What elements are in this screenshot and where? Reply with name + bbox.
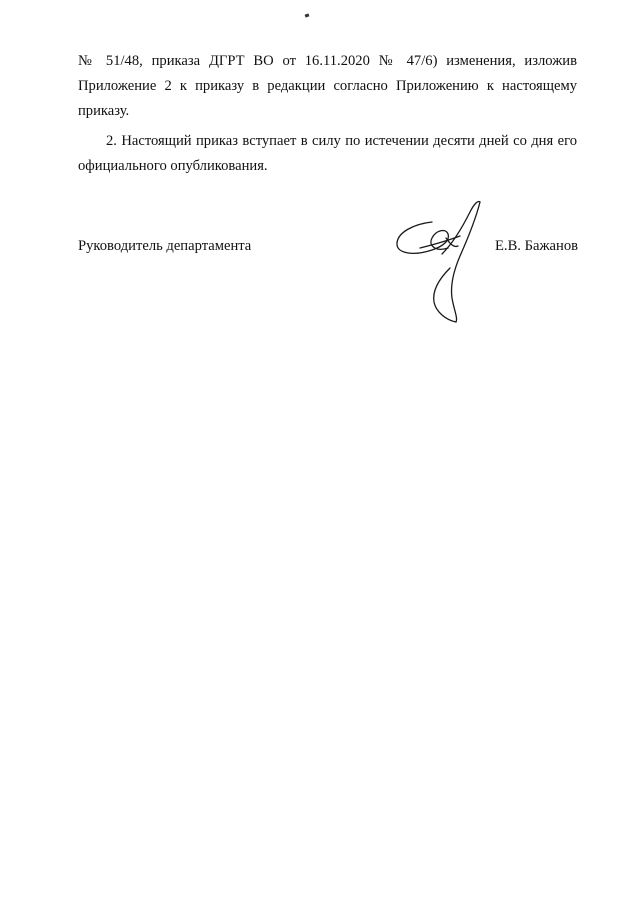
text-line: 2. Настоящий приказ вступает в силу по истечении десяти дней со дня его (106, 133, 577, 149)
paragraph-effective-date (78, 129, 577, 179)
handwritten-signature-icon (392, 198, 492, 324)
scan-mark (305, 13, 310, 17)
text-line: приказу. (78, 103, 130, 119)
text-line: № 51/48, приказа ДГРТ ВО от 16.11.2020 № 47/6) изменения, изложив (78, 53, 577, 69)
signatory-position: Руководитель департамента (78, 238, 252, 254)
text-line: Приложение 2 к приказу в редакции согласно Приложению к настоящему (78, 78, 577, 94)
paragraph-amendment (78, 49, 577, 124)
text-line: официального опубликования. (78, 158, 268, 174)
signatory-name: Е.В. Бажанов (495, 238, 579, 254)
